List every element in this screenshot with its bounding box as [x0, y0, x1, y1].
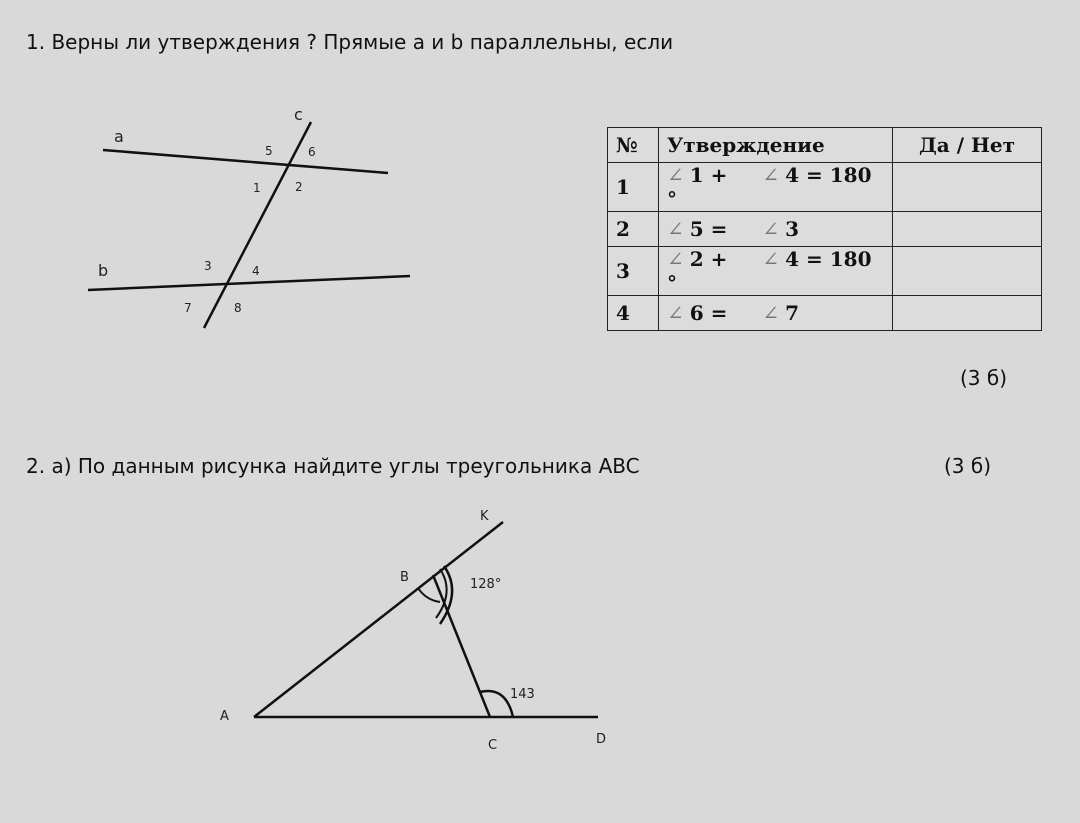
row-answer-cell[interactable]: [893, 296, 1042, 331]
row-answer-cell[interactable]: [893, 212, 1042, 247]
label-K: K: [480, 509, 489, 524]
row-number: 2: [608, 212, 659, 247]
header-statement: Утверждение: [659, 128, 893, 163]
angle-label-7: 7: [184, 301, 192, 315]
question-1-text: 1. Верны ли утверждения ? Прямые a и b параллельны, если: [26, 30, 674, 54]
table-row: [608, 163, 1042, 212]
parallel-lines-figure: [80, 100, 420, 340]
statements-table: [607, 127, 1042, 331]
angle-icon: ∠: [667, 301, 684, 325]
table-header-row: [608, 128, 1042, 163]
label-A: A: [220, 709, 229, 724]
row-number: 3: [608, 247, 659, 296]
line-b: [88, 276, 410, 290]
angle-arc-B-small: [418, 588, 440, 602]
angle-icon: ∠: [762, 217, 780, 241]
angle-icon: ∠: [762, 247, 780, 271]
angle-label-1: 1: [253, 181, 261, 195]
label-c: c: [294, 105, 303, 124]
row-statement: ∠ 1 + ∠ 4 = 180 °: [659, 163, 893, 212]
label-C: C: [488, 738, 498, 753]
angle-value-B: 128°: [470, 577, 502, 592]
label-a: a: [114, 127, 124, 146]
line-AK: [254, 522, 503, 717]
table-row: [608, 247, 1042, 296]
angle-label-3: 3: [204, 259, 212, 273]
row-number: 4: [608, 296, 659, 331]
triangle-figure: [200, 500, 640, 760]
angle-value-C: 143: [510, 687, 535, 702]
table-row: [608, 212, 1042, 247]
angle-icon: ∠: [667, 163, 684, 187]
question-2-text: 2. а) По данным рисунка найдите углы треугольника ABC: [26, 454, 640, 478]
angle-label-4: 4: [252, 264, 260, 278]
label-D: D: [596, 732, 607, 747]
table-row: [608, 296, 1042, 331]
label-B: B: [400, 570, 409, 585]
row-statement: ∠ 6 = ∠ 7: [659, 296, 893, 331]
angle-label-5: 5: [265, 144, 273, 158]
label-b: b: [98, 261, 109, 280]
angle-icon: ∠: [762, 301, 780, 325]
row-statement: ∠ 5 = ∠ 3: [659, 212, 893, 247]
row-answer-cell[interactable]: [893, 163, 1042, 212]
angle-icon: ∠: [667, 217, 684, 241]
transversal-c: [204, 122, 311, 328]
row-statement: ∠ 2 + ∠ 4 = 180 °: [659, 247, 893, 296]
angle-label-8: 8: [234, 301, 242, 315]
header-number: №: [608, 128, 659, 163]
angle-label-6: 6: [308, 145, 316, 159]
segment-BC: [433, 575, 490, 717]
header-answer: Да / Нет: [893, 128, 1042, 163]
angle-label-2: 2: [295, 180, 303, 194]
row-number: 1: [608, 163, 659, 212]
angle-icon: ∠: [762, 163, 780, 187]
line-a: [103, 150, 388, 173]
row-answer-cell[interactable]: [893, 247, 1042, 296]
question-2-points: (3 б): [944, 454, 992, 478]
angle-icon: ∠: [667, 247, 684, 271]
question-1-points: (3 б): [960, 366, 1008, 390]
